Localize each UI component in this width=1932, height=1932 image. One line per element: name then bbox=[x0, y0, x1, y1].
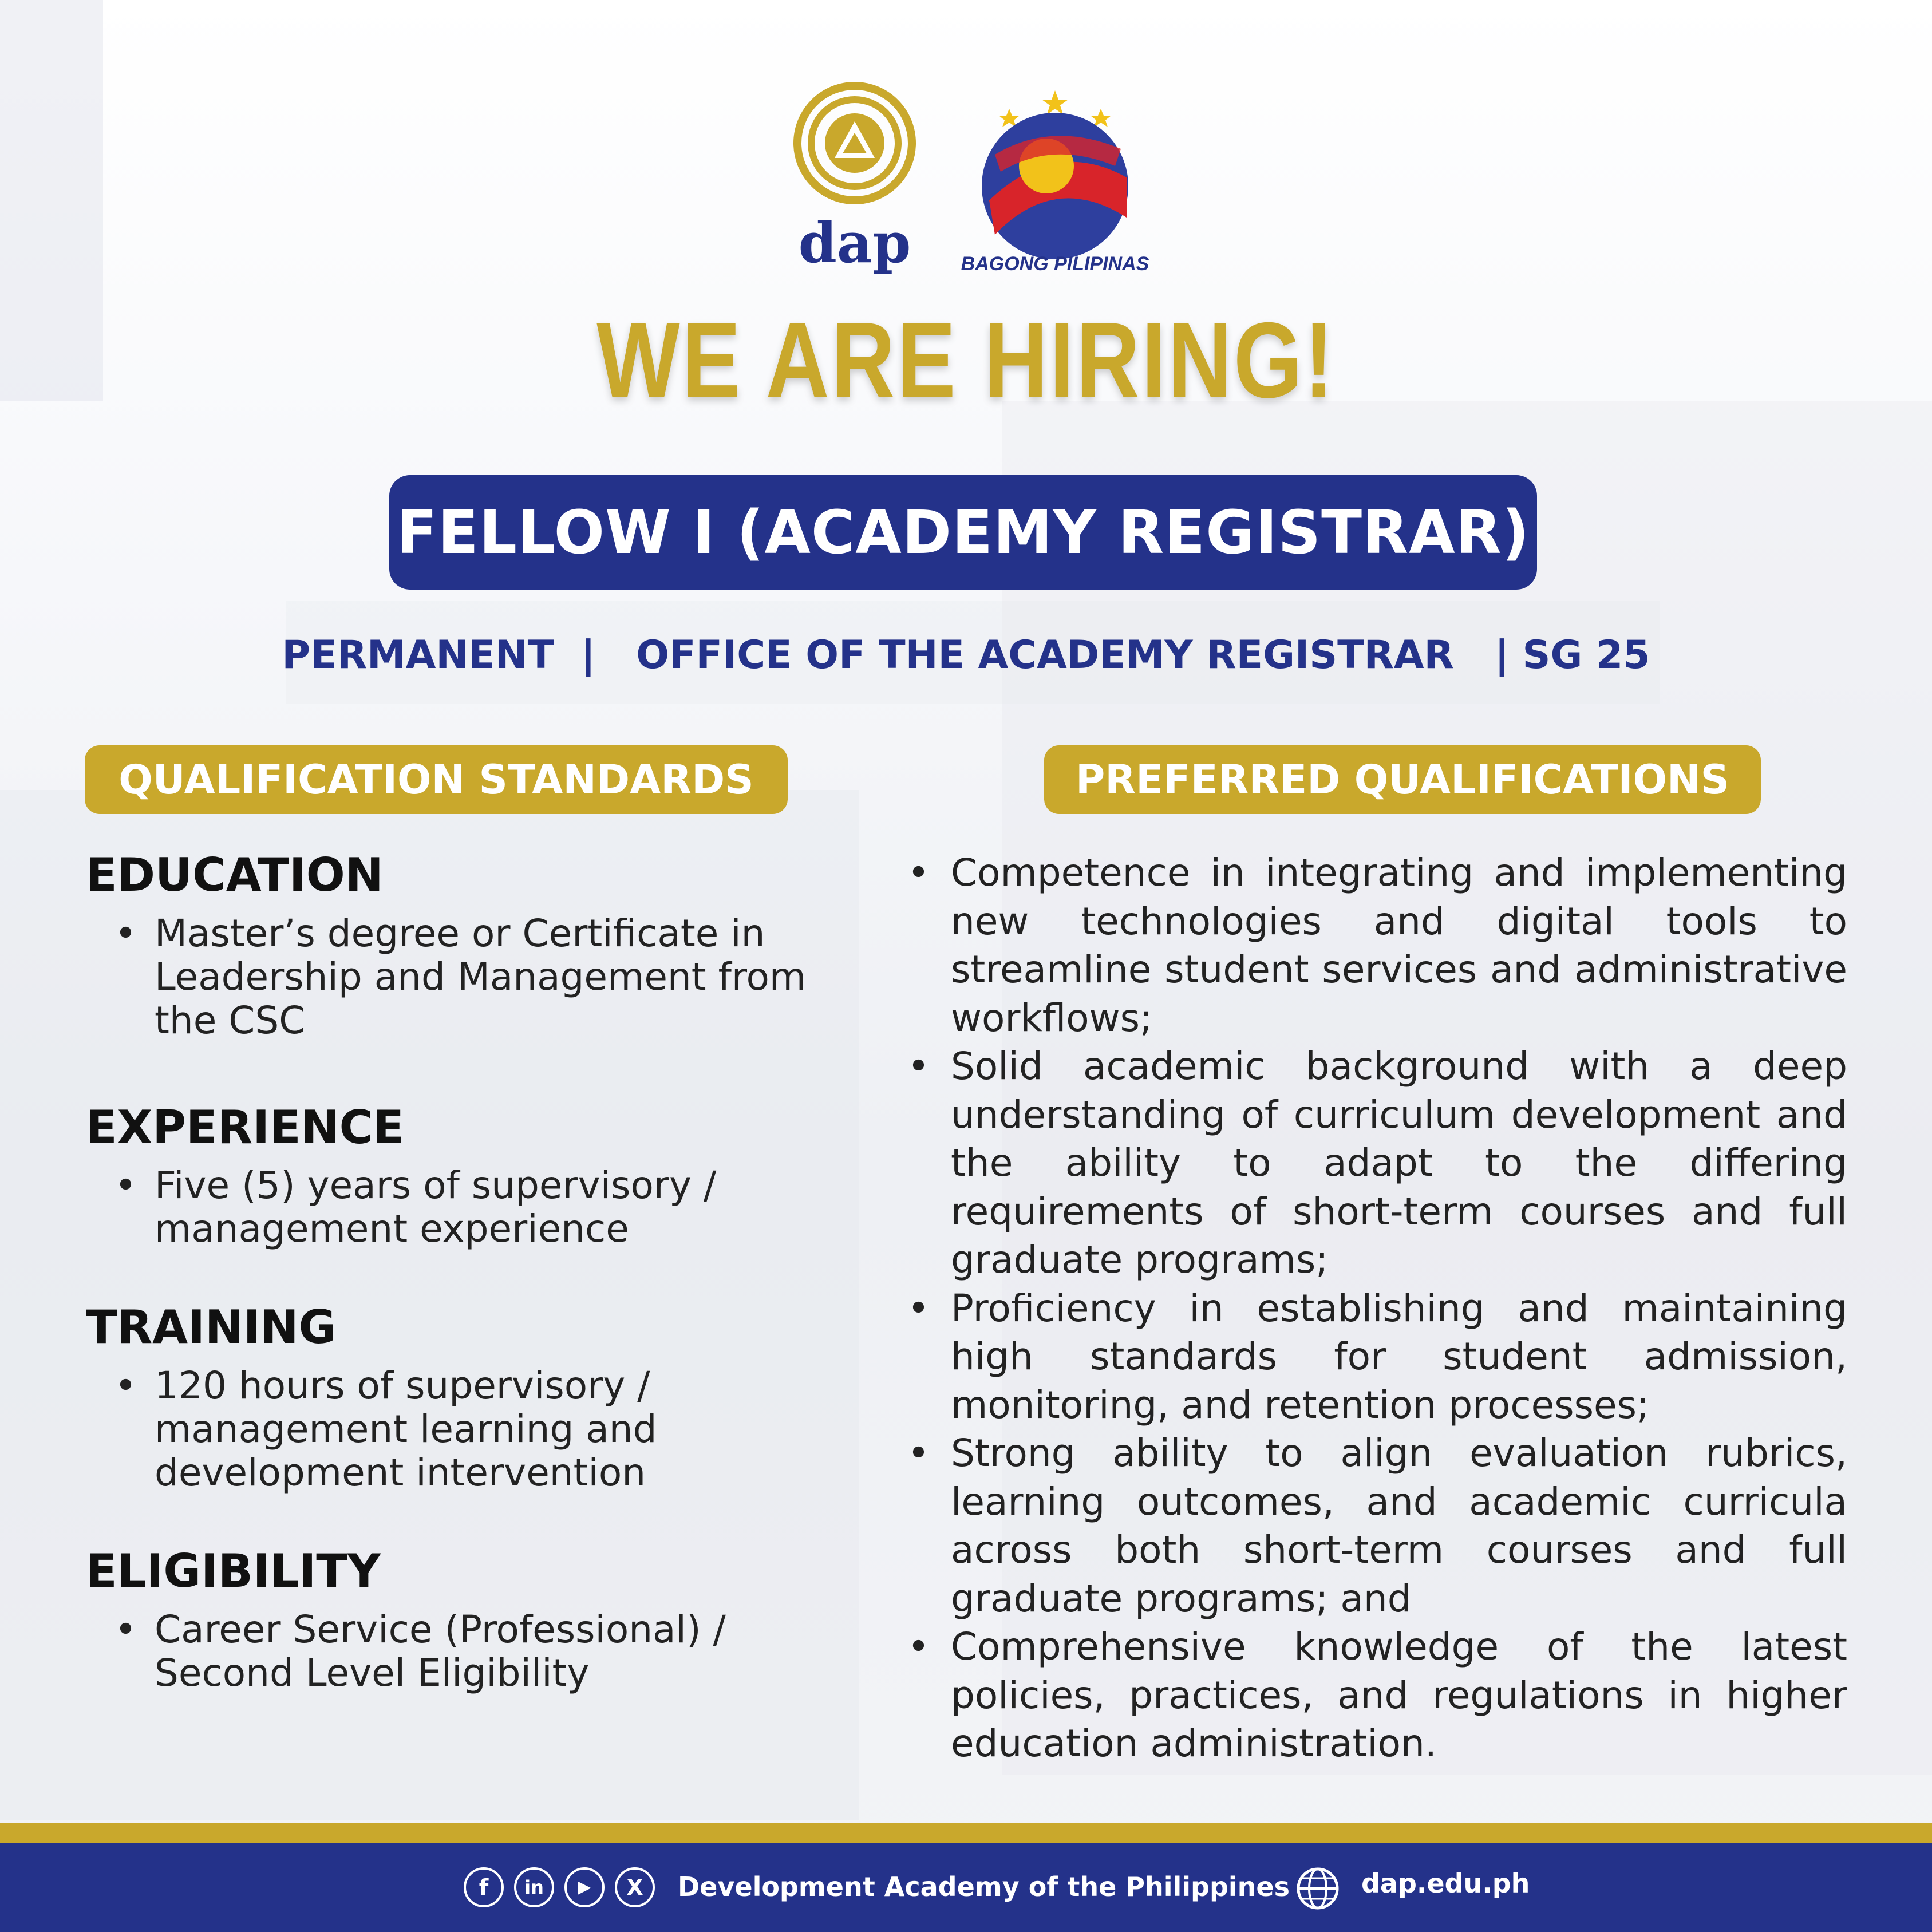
position-title: FELLOW I (ACADEMY REGISTRAR) bbox=[389, 475, 1537, 590]
list-item: • Competence in integrating and implementing new technologies and digital tools to streamline student services and administrative workflows; bbox=[907, 849, 1847, 1042]
facebook-icon[interactable]: f bbox=[464, 1867, 504, 1907]
dap-emblem-icon bbox=[789, 80, 920, 275]
footer-accent-bar bbox=[0, 1823, 1932, 1843]
education-heading: EDUCATION bbox=[86, 848, 384, 902]
training-list bbox=[114, 1364, 830, 1495]
position-office: OFFICE OF THE ACADEMY REGISTRAR bbox=[636, 633, 1454, 678]
list-item: • Five (5) years of supervisory / management experience bbox=[114, 1164, 830, 1251]
footer-organization: Development Academy of the Philippines bbox=[678, 1871, 1290, 1902]
headline: WE ARE HIRING! bbox=[596, 300, 1336, 420]
preferred-qualifications-heading: PREFERRED QUALIFICATIONS bbox=[1044, 745, 1761, 814]
globe-icon bbox=[1295, 1866, 1341, 1911]
experience-heading: EXPERIENCE bbox=[86, 1101, 404, 1154]
bagong-pilipinas-logo bbox=[955, 86, 1155, 275]
list-item: • Strong ability to align evaluation rubrics, learning outcomes, and academic curricula across both short-term courses and full graduate programs; and bbox=[907, 1429, 1847, 1623]
svg-text:dap: dap bbox=[798, 211, 911, 275]
list-item: • Solid academic background with a deep understanding of curriculum development and the ability to adapt to the differing requirements of short-term courses and full graduate programs; bbox=[907, 1042, 1847, 1285]
list-item: • Proficiency in establishing and maintaining high standards for student admission, monitoring, and retention processes; bbox=[907, 1285, 1847, 1430]
logo-area bbox=[0, 80, 1932, 275]
bagong-pilipinas-emblem-icon bbox=[955, 86, 1155, 275]
position-meta bbox=[0, 633, 1932, 678]
eligibility-list bbox=[114, 1608, 830, 1695]
dap-logo bbox=[789, 80, 920, 275]
qualification-standards-heading: QUALIFICATION STANDARDS bbox=[85, 745, 788, 814]
training-heading: TRAINING bbox=[86, 1301, 337, 1354]
youtube-icon[interactable]: ▶ bbox=[564, 1867, 605, 1907]
x-icon[interactable]: X bbox=[615, 1867, 655, 1907]
list-item: • 120 hours of supervisory / management learning and development intervention bbox=[114, 1364, 830, 1495]
list-item: • Master’s degree or Certificate in Leadership and Management from the CSC bbox=[114, 912, 830, 1042]
list-item: • Career Service (Professional) / Second Level Eligibility bbox=[114, 1608, 830, 1695]
position-grade: SG 25 bbox=[1522, 633, 1650, 678]
position-status: PERMANENT bbox=[282, 633, 555, 678]
eligibility-heading: ELIGIBILITY bbox=[86, 1544, 381, 1598]
education-list bbox=[114, 912, 830, 1042]
list-item: • Comprehensive knowledge of the latest policies, practices, and regulations in higher education administration. bbox=[907, 1623, 1847, 1768]
footer-website-link[interactable]: dap.edu.ph bbox=[1361, 1868, 1530, 1899]
preferred-qualifications-list bbox=[907, 849, 1847, 1768]
svg-text:BAGONG PILIPINAS: BAGONG PILIPINAS bbox=[961, 253, 1149, 275]
experience-list bbox=[114, 1164, 830, 1251]
meta-separator: | bbox=[581, 633, 596, 678]
footer bbox=[0, 1843, 1932, 1932]
meta-separator: | bbox=[1494, 633, 1509, 678]
linkedin-icon[interactable]: in bbox=[514, 1867, 554, 1907]
